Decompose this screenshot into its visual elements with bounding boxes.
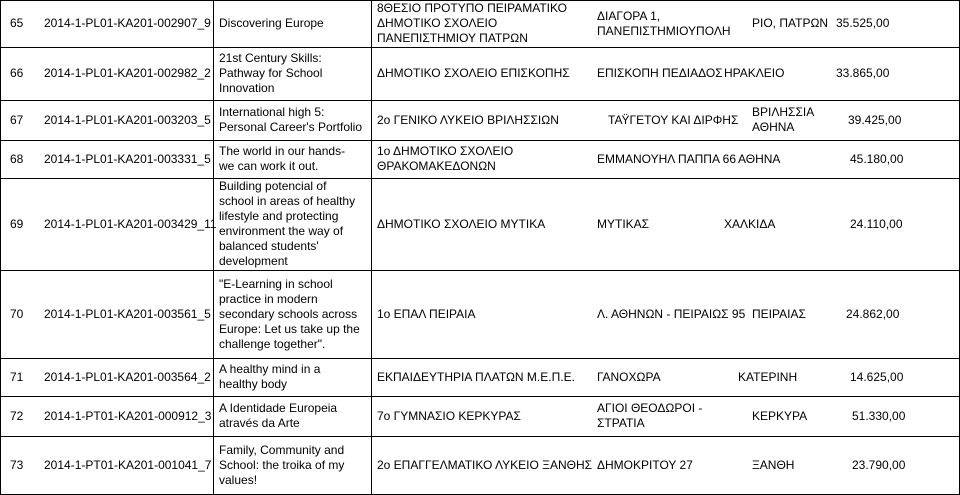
project-title: Discovering Europe: [219, 16, 324, 30]
row-border: [0, 100, 960, 101]
organisation-city: ΡΙΟ, ΠΑΤΡΩΝ: [752, 16, 829, 30]
organisation-address: ΓΑΝΟΧΩΡΑ: [597, 369, 661, 384]
grant-amount: 45.180,00: [850, 151, 904, 166]
column-border: [213, 0, 214, 495]
project-title: The world in our hands- we can work it out.: [219, 144, 346, 173]
project-code: 2014-1-PL01-KA201-003331_5: [44, 151, 211, 166]
project-code: 2014-1-PL01-KA201-002907_9: [44, 16, 211, 30]
project-code: 2014-1-PL01-KA201-003564_2: [44, 369, 211, 384]
organisation-city: ΧΑΛΚΙΔΑ: [724, 216, 776, 231]
organisation-name: ΕΚΠΑΙΔΕΥΤΗΡΙΑ ΠΛΑΤΩΝ Μ.Ε.Π.Ε.: [377, 369, 575, 384]
organisation-city: ΞΑΝΘΗ: [752, 458, 795, 472]
project-code: 2014-1-PL01-KA201-003561_5: [44, 306, 211, 321]
project-title: A Identidade Europeia através da Arte: [219, 401, 338, 430]
organisation-name: ΔΗΜΟΤΙΚΟ ΣΧΟΛΕΙΟ ΕΠΙΣΚΟΠΗΣ: [377, 66, 570, 80]
project-title: Building potencial of school in areas of healthy lifestyle and protecting environment the way of balanced students' development: [219, 179, 356, 268]
project-code: 2014-1-PT01-KA201-000912_3: [44, 408, 212, 423]
grant-amount: 24.862,00: [846, 306, 900, 321]
row-number: 69: [10, 216, 24, 231]
project-title: A healthy mind in a healthy body: [219, 362, 321, 391]
project-code: 2014-1-PT01-KA201-001041_7: [44, 458, 212, 472]
row-number: 73: [10, 458, 24, 472]
organisation-address: ΤΑΫΓΕΤΟΥ ΚΑΙ ΔΙΡΦΗΣ: [608, 112, 739, 127]
grant-amount: 51.330,00: [852, 408, 906, 423]
organisation-city: ΠΕΙΡΑΙΑΣ: [752, 306, 806, 321]
row-number: 72: [10, 408, 24, 423]
organisation-city: ΑΘΗΝΑ: [738, 151, 781, 166]
grant-amount: 39.425,00: [848, 112, 902, 127]
organisation-address: ΕΜΜΑΝΟΥΗΛ ΠΑΠΠΑ 66: [597, 151, 736, 166]
row-border: [0, 270, 960, 271]
organisation-name: 8ΘΕΣΙΟ ΠΡΟΤΥΠΟ ΠΕΙΡΑΜΑΤΙΚΟ ΔΗΜΟΤΙΚΟ ΣΧΟΛΕΙΟ ΠΑΝΕΠΙΣΤΗΜΙΟΥ ΠΑΤΡΩΝ: [377, 1, 567, 45]
column-border: [371, 0, 372, 495]
organisation-name: ΔΗΜΟΤΙΚΟ ΣΧΟΛΕΙΟ ΜΥΤΙΚΑ: [377, 216, 546, 231]
organisation-name: 7ο ΓΥΜΝΑΣΙΟ ΚΕΡΚΥΡΑΣ: [377, 408, 521, 423]
grant-amount: 24.110,00: [850, 216, 903, 231]
organisation-city: ΗΡΑΚΛΕΙΟ: [724, 66, 785, 80]
grant-amount: 35.525,00: [836, 16, 890, 30]
grant-amount: 33.865,00: [836, 66, 890, 80]
row-border: [0, 140, 960, 141]
project-code: 2014-1-PL01-KA201-003203_5: [44, 112, 211, 127]
row-border: [0, 178, 960, 179]
organisation-name: 1ο ΕΠΑΛ ΠΕΙΡΑΙΑ: [377, 306, 476, 321]
project-title: Family, Community and School: the troika of my values!: [219, 443, 345, 487]
row-number: 66: [10, 66, 24, 80]
project-title: International high 5: Personal Career's Portfolio: [219, 105, 363, 134]
row-number: 68: [10, 151, 24, 166]
organisation-address: ΕΠΙΣΚΟΠΗ ΠΕΔΙΑΔΟΣ: [597, 66, 723, 80]
organisation-address: ΜΥΤΙΚΑΣ: [597, 216, 650, 231]
project-code: 2014-1-PL01-KA201-003429_11: [44, 216, 217, 231]
row-number: 71: [10, 369, 24, 384]
row-border: [0, 47, 960, 48]
project-title: 21st Century Skills: Pathway for School Innovation: [219, 51, 323, 95]
organisation-city: ΒΡΙΛΗΣΣΙΑ ΑΘΗΝΑ: [752, 105, 815, 134]
row-number: 65: [10, 16, 24, 30]
organisation-name: 2ο ΓΕΝΙΚΟ ΛΥΚΕΙΟ ΒΡΙΛΗΣΣΙΩΝ: [377, 112, 559, 127]
organisation-city: ΚΑΤΕΡΙΝΗ: [738, 369, 798, 384]
row-number: 67: [10, 112, 24, 127]
grant-amount: 14.625,00: [850, 369, 904, 384]
project-code: 2014-1-PL01-KA201-002982_2: [44, 66, 211, 80]
row-number: 70: [10, 306, 24, 321]
row-border: [0, 436, 960, 437]
organisation-address: ΔΗΜΟΚΡΙΤΟΥ 27: [597, 458, 693, 472]
organisation-address: Λ. ΑΘΗΝΩΝ - ΠΕΙΡΑΙΩΣ 95: [597, 306, 746, 321]
project-title: "E-Learning in school practice in modern secondary schools across Europe: Let us take up the challenge together".: [219, 276, 360, 351]
organisation-address: ΔΙΑΓΟΡΑ 1, ΠΑΝΕΠΙΣΤΗΜΙΟΥΠΟΛΗ: [597, 8, 731, 38]
row-border: [0, 358, 960, 359]
column-border: [0, 0, 1, 495]
organisation-name: 1ο ΔΗΜΟΤΙΚΟ ΣΧΟΛΕΙΟ ΘΡΑΚΟΜΑΚΕΔΟΝΩΝ: [377, 144, 514, 173]
organisation-name: 2ο ΕΠΑΓΓΕΛΜΑΤΙΚΟ ΛΥΚΕΙΟ ΞΑΝΘΗΣ: [377, 458, 593, 472]
organisation-city: ΚΕΡΚΥΡΑ: [752, 408, 808, 423]
row-border: [0, 396, 960, 397]
organisation-address: ΑΓΙΟΙ ΘΕΟΔΩΡΟΙ - ΣΤΡΑΤΙΑ: [597, 401, 703, 430]
grant-amount: 23.790,00: [852, 458, 906, 472]
